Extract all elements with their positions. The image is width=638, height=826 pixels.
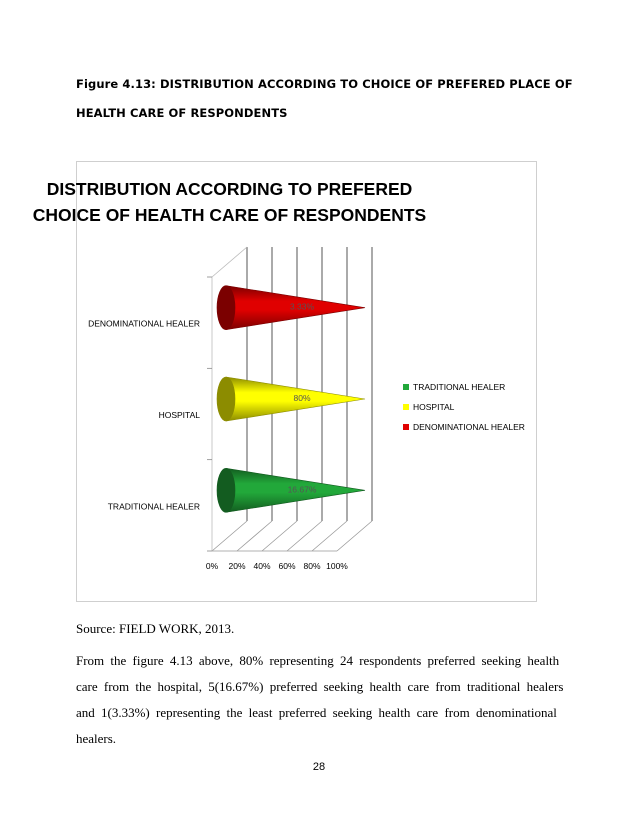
chart-container: [32, 161, 537, 602]
figure-caption: [76, 70, 576, 128]
legend-label: DENOMINATIONAL HEALER: [413, 422, 525, 432]
category-label: TRADITIONAL HEALER: [107, 501, 200, 512]
chart-title-line1: DISTRIBUTION ACCORDING TO PREFERED: [46, 179, 413, 199]
cone-base: [217, 377, 235, 421]
data-label: 3.33%: [289, 301, 315, 312]
cone-base: [217, 468, 235, 512]
figure-caption-line1: Figure 4.13: DISTRIBUTION ACCORDING TO CHOICE OF PREFERED PLACE OF: [76, 77, 573, 91]
source-note: Source: FIELD WORK, 2013.: [76, 621, 235, 636]
cone-base: [217, 286, 235, 330]
body-paragraph: From the figure 4.13 above, 80% representing 24 respondents preferred seeking health care from the hospital, 5(16.67%) preferred seeking health care from traditional healers and 1(3.33%) representing the least preferred seeking health care from denominational healers.: [76, 653, 564, 746]
x-tick-label: 80%: [303, 561, 321, 571]
data-label: 80%: [293, 393, 311, 403]
x-tick-label: 0%: [205, 561, 219, 571]
x-tick-label: 40%: [253, 561, 271, 571]
x-tick-label: 20%: [228, 561, 246, 571]
data-label: 16.67%: [287, 484, 317, 495]
legend-label: HOSPITAL: [413, 402, 455, 412]
x-tick-label: 100%: [326, 561, 348, 571]
legend-label: TRADITIONAL HEALER: [413, 382, 506, 392]
figure-caption-line2: HEALTH CARE OF RESPONDENTS: [76, 106, 288, 120]
x-tick-label: 60%: [278, 561, 296, 571]
legend-swatch: [403, 424, 409, 430]
category-label: HOSPITAL: [158, 410, 200, 420]
legend-swatch: [403, 404, 409, 410]
category-label: DENOMINATIONAL HEALER: [88, 318, 200, 329]
side-wall-top-edge: [212, 247, 247, 277]
page-number: 28: [312, 761, 326, 773]
legend-swatch: [403, 384, 409, 390]
chart-title-line2: CHOICE OF HEALTH CARE OF RESPONDENTS: [32, 205, 427, 225]
cone-bar-chart: [77, 162, 538, 603]
